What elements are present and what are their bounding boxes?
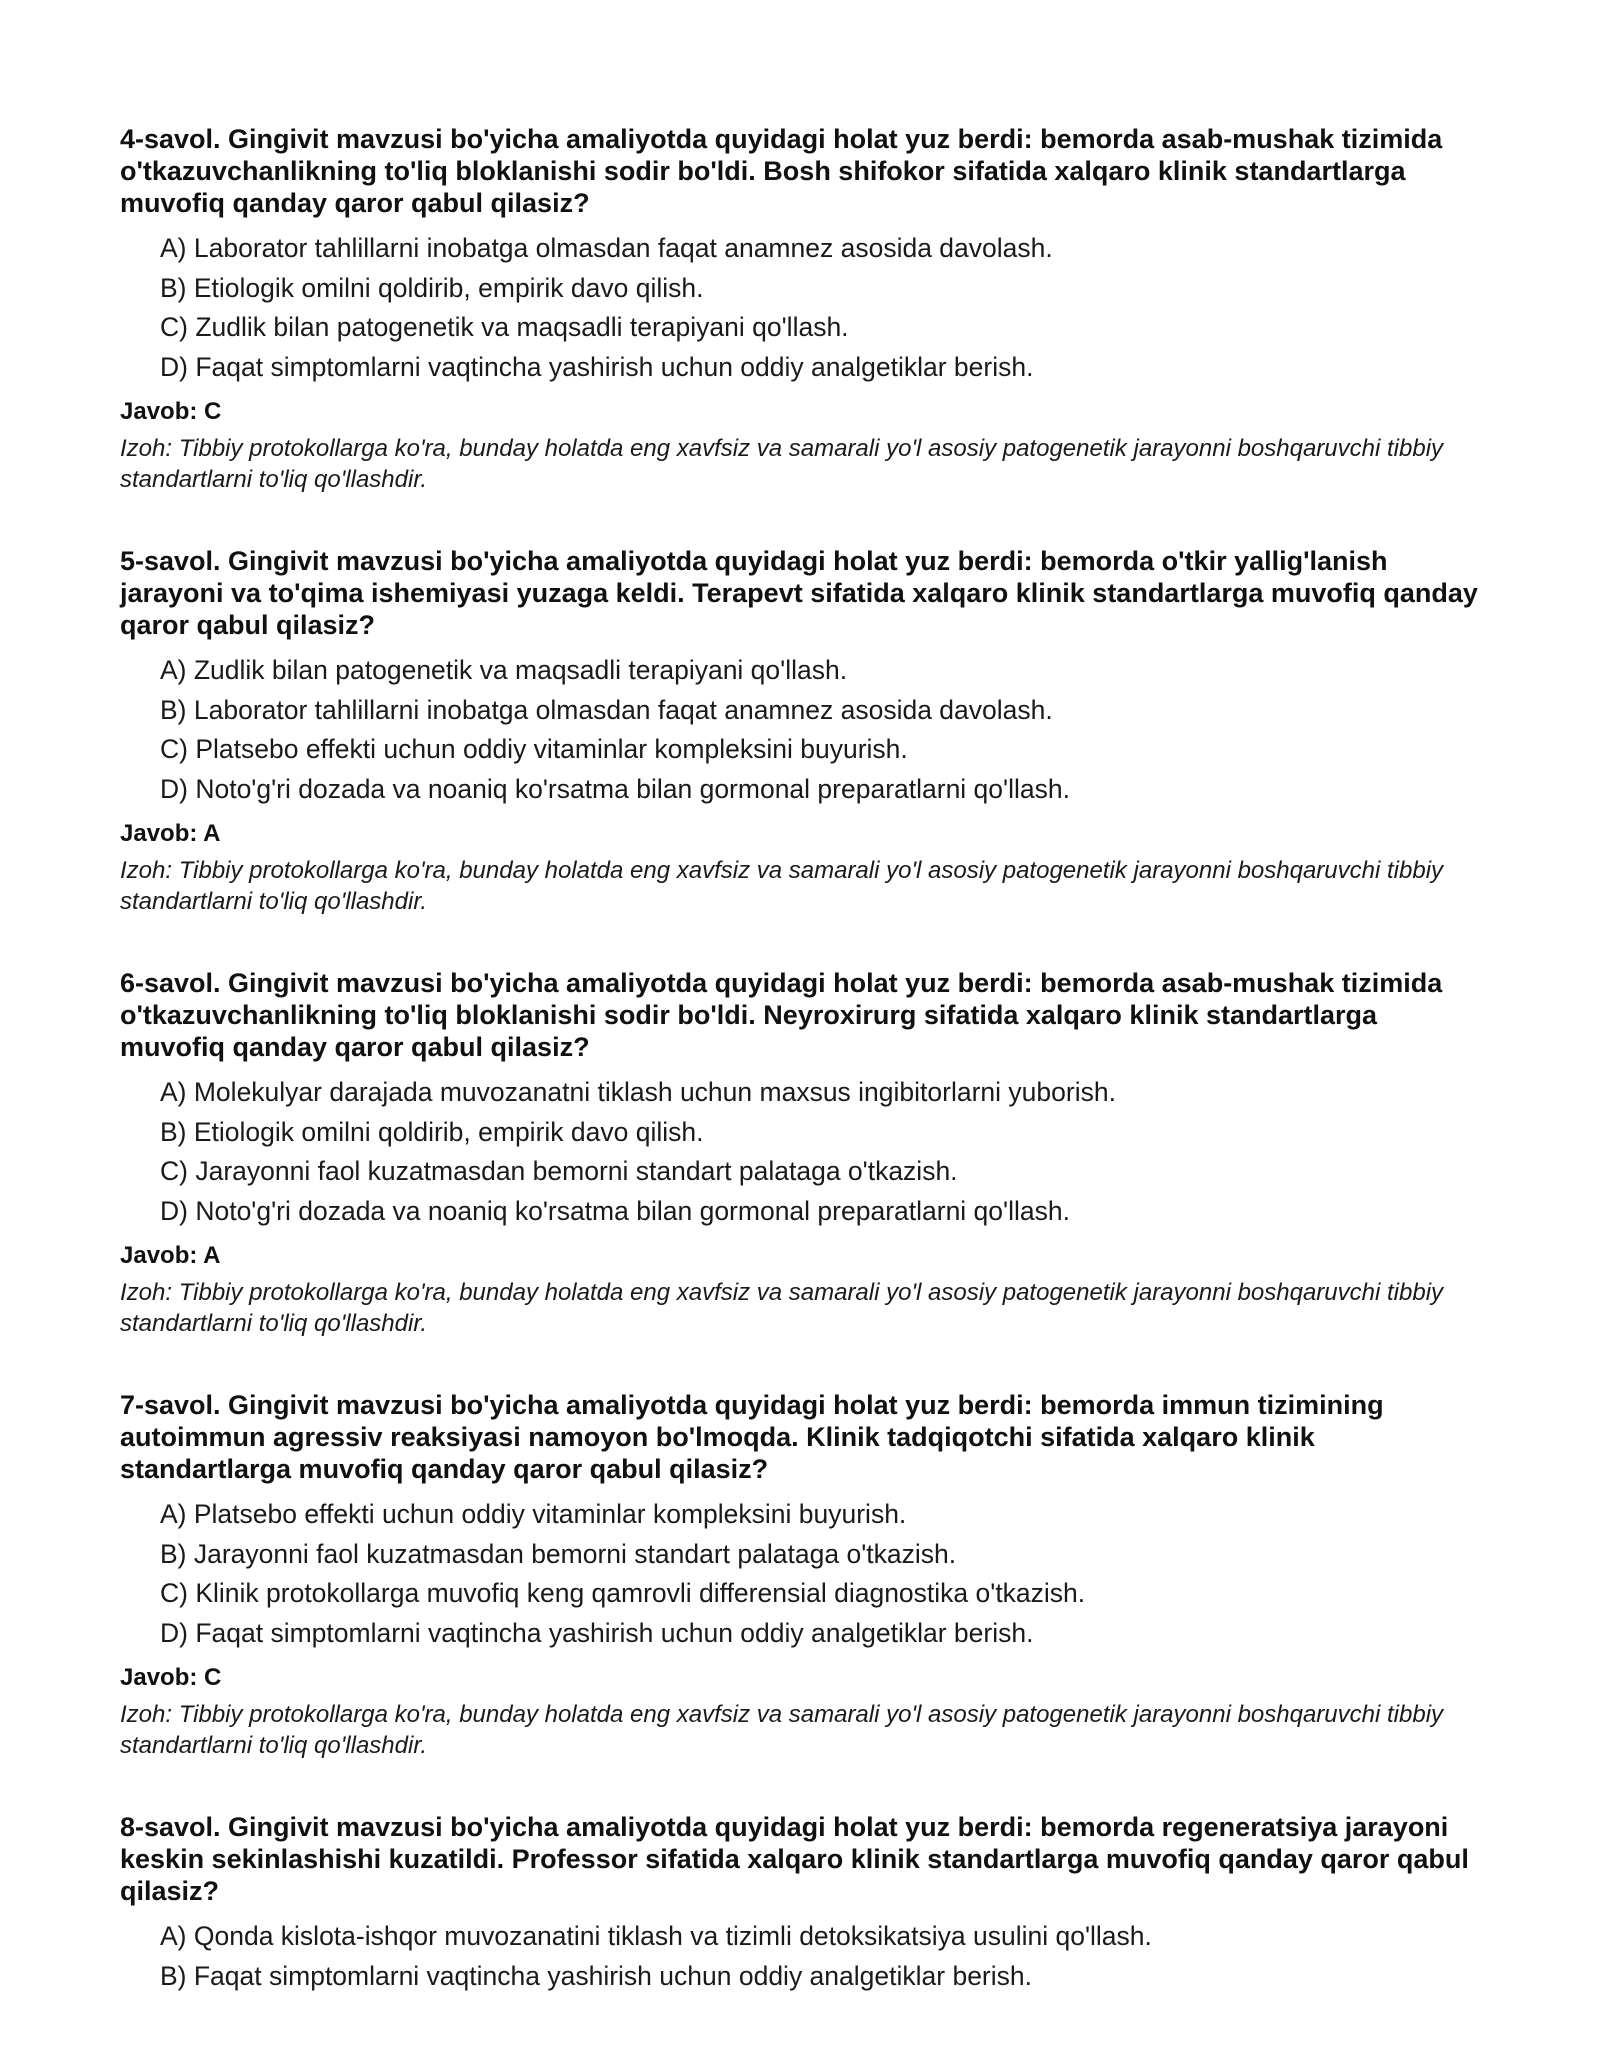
option-list (120, 1073, 1480, 1231)
explanation: Izoh: Tibbiy protokollarga ko'ra, bunday holatda eng xavfsiz va samarali yo'l asosiy patogenetik jarayonni boshqaruvchi tibbiy standartlarni to'liq qo'llashdir. (120, 1701, 1444, 1759)
option-a: A) Molekulyar darajada muvozanatni tiklash uchun maxsus ingibitorlarni yuborish. (160, 1077, 1116, 1107)
option-d: D) Faqat simptomlarni vaqtincha yashirish uchun oddiy analgetiklar berish. (160, 1617, 1034, 1648)
option-a: A) Laborator tahlillarni inobatga olmasdan faqat anamnez asosida davolash. (160, 233, 1053, 263)
question-title: 6-savol. Gingivit mavzusi bo'yicha amaliyotda quyidagi holat yuz berdi: bemorda asab-mushak tizimida o'tkazuvchanlikning to'liq bloklanishi sodir bo'ldi. Neyroxirurg sifatida xalqaro klinik standartlarga muvofiq qanday qaror qabul qilasiz? (120, 968, 1443, 1062)
question-5 (120, 545, 1480, 917)
option-a: A) Qonda kislota-ishqor muvozanatini tiklash va tizimli detoksikatsiya usulini qo'llash. (160, 1921, 1152, 1951)
question-title: 7-savol. Gingivit mavzusi bo'yicha amaliyotda quyidagi holat yuz berdi: bemorda immun tizimining autoimmun agressiv reaksiyasi namoyon bo'lmoqda. Klinik tadqiqotchi sifatida xalqaro klinik standartlarga muvofiq qanday qaror qabul qilasiz? (120, 1390, 1384, 1484)
option-b: B) Faqat simptomlarni vaqtincha yashirish uchun oddiy analgetiklar berish. (160, 1960, 1032, 1991)
option-d: D) Faqat simptomlarni vaqtincha yashirish uchun oddiy analgetiklar berish. (160, 351, 1034, 382)
question-6 (120, 967, 1480, 1339)
option-c: C) Klinik protokollarga muvofiq keng qamrovli differensial diagnostika o'tkazish. (160, 1578, 1086, 1608)
option-list (120, 651, 1480, 809)
option-d: D) Noto'g'ri dozada va noaniq ko'rsatma bilan gormonal preparatlarni qo'llash. (160, 1195, 1070, 1226)
explanation: Izoh: Tibbiy protokollarga ko'ra, bunday holatda eng xavfsiz va samarali yo'l asosiy patogenetik jarayonni boshqaruvchi tibbiy standartlarni to'liq qo'llashdir. (120, 435, 1444, 493)
question-title: 4-savol. Gingivit mavzusi bo'yicha amaliyotda quyidagi holat yuz berdi: bemorda asab-mushak tizimida o'tkazuvchanlikning to'liq bloklanishi sodir bo'ldi. Bosh shifokor sifatida xalqaro klinik standartlarga muvofiq qanday qaror qabul qilasiz? (120, 124, 1443, 218)
explanation: Izoh: Tibbiy protokollarga ko'ra, bunday holatda eng xavfsiz va samarali yo'l asosiy patogenetik jarayonni boshqaruvchi tibbiy standartlarni to'liq qo'llashdir. (120, 1279, 1444, 1337)
answer: Javob: C (120, 398, 222, 425)
option-a: A) Platsebo effekti uchun oddiy vitaminlar kompleksini buyurish. (160, 1499, 907, 1529)
option-b: B) Etiologik omilni qoldirib, empirik davo qilish. (160, 1116, 704, 1147)
explanation: Izoh: Tibbiy protokollarga ko'ra, bunday holatda eng xavfsiz va samarali yo'l asosiy patogenetik jarayonni boshqaruvchi tibbiy standartlarni to'liq qo'llashdir. (120, 857, 1444, 915)
option-b: B) Jarayonni faol kuzatmasdan bemorni standart palataga o'tkazish. (160, 1538, 957, 1569)
option-d: D) Noto'g'ri dozada va noaniq ko'rsatma bilan gormonal preparatlarni qo'llash. (160, 773, 1070, 804)
option-c: C) Zudlik bilan patogenetik va maqsadli terapiyani qo'llash. (160, 312, 849, 342)
option-list (120, 229, 1480, 387)
option-b: B) Etiologik omilni qoldirib, empirik davo qilish. (160, 272, 704, 303)
answer: Javob: A (120, 820, 221, 847)
question-title: 8-savol. Gingivit mavzusi bo'yicha amaliyotda quyidagi holat yuz berdi: bemorda regeneratsiya jarayoni keskin sekinlashishi kuzatildi. Professor sifatida xalqaro klinik standartlarga muvofiq qanday qaror qabul qilasiz? (120, 1812, 1469, 1906)
option-list (120, 1917, 1480, 1996)
question-4 (120, 123, 1480, 495)
answer: Javob: C (120, 1664, 222, 1691)
option-c: C) Platsebo effekti uchun oddiy vitaminlar kompleksini buyurish. (160, 734, 908, 764)
question-7 (120, 1389, 1480, 1761)
option-list (120, 1495, 1480, 1653)
option-c: C) Jarayonni faol kuzatmasdan bemorni standart palataga o'tkazish. (160, 1156, 958, 1186)
question-title: 5-savol. Gingivit mavzusi bo'yicha amaliyotda quyidagi holat yuz berdi: bemorda o'tkir yallig'lanish jarayoni va to'qima ishemiyasi yuzaga keldi. Terapevt sifatida xalqaro klinik standartlarga muvofiq qanday qaror qabul qilasiz? (120, 546, 1478, 640)
option-a: A) Zudlik bilan patogenetik va maqsadli terapiyani qo'llash. (160, 655, 848, 685)
question-8 (120, 1811, 1480, 1996)
answer: Javob: A (120, 1242, 221, 1269)
option-b: B) Laborator tahlillarni inobatga olmasdan faqat anamnez asosida davolash. (160, 694, 1053, 725)
